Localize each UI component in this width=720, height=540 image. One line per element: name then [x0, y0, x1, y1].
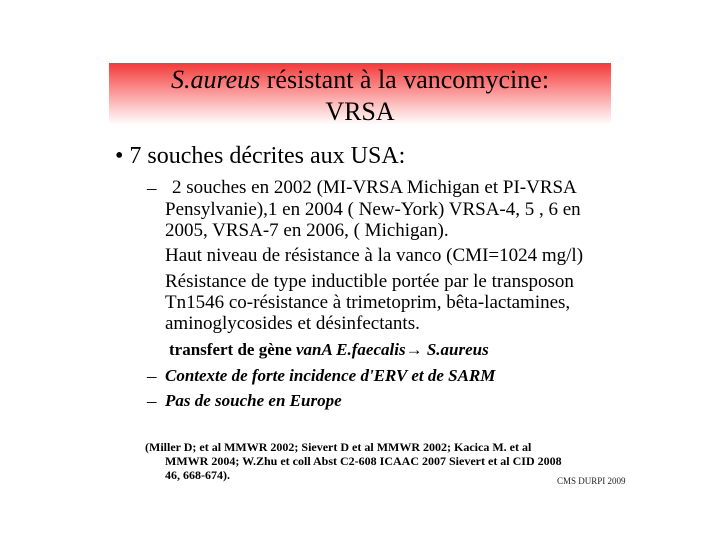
dash-2: –	[147, 366, 157, 387]
transfer-gene: vanA E.faecalis	[296, 340, 406, 359]
references	[145, 440, 562, 482]
title-rest: résistant à la vancomycine:	[260, 65, 550, 94]
transposon-line-1: Résistance de type inductible portée par le transposon	[165, 271, 574, 292]
reference-line: MMWR 2004; W.Zhu et coll Abst C2-608 ICAAC 2007 Sievert et al CID 2008	[165, 454, 562, 468]
strains-line-1: 2 souches en 2002 (MI-VRSA Michigan et PI-VRSA	[172, 177, 577, 198]
arrow-icon: →	[405, 340, 423, 359]
gene-transfer	[169, 340, 489, 360]
resistance-level: Haut niveau de résistance à la vanco (CMI=1024 mg/l)	[165, 245, 584, 266]
transfer-prefix: transfert de gène	[169, 340, 296, 359]
slide-title-line2: VRSA	[325, 97, 395, 126]
main-bullet: • 7 souches décrites aux USA:	[115, 143, 406, 169]
dash-1: –	[147, 178, 157, 199]
strains-line-2: Pensylvanie),1 en 2004 ( New-York) VRSA-4, 5 , 6 en	[165, 199, 581, 220]
slide-credit: CMS DURPI 2009	[557, 476, 626, 486]
title-banner	[109, 63, 611, 125]
reference-line: 46, 668-674).	[165, 468, 230, 482]
transposon-line-3: aminoglycosides et désinfectants.	[165, 313, 420, 334]
strains-line-3: 2005, VRSA-7 en 2006, ( Michigan).	[165, 220, 449, 241]
transposon-line-2: Tn1546 co-résistance à trimetoprim, bêta-lactamines,	[165, 292, 571, 313]
europe-status: Pas de souche en Europe	[165, 391, 342, 410]
incidence-context: Contexte de forte incidence d'ERV et de SARM	[165, 366, 496, 385]
dash-3: –	[147, 391, 157, 412]
species-name: S.aureus	[170, 65, 261, 94]
reference-line: (Miller D; et al MMWR 2002; Sievert D et al MMWR 2002; Kacica M. et al	[145, 440, 532, 454]
slide-title-line1	[109, 65, 611, 95]
transfer-target: S.aureus	[422, 340, 489, 359]
